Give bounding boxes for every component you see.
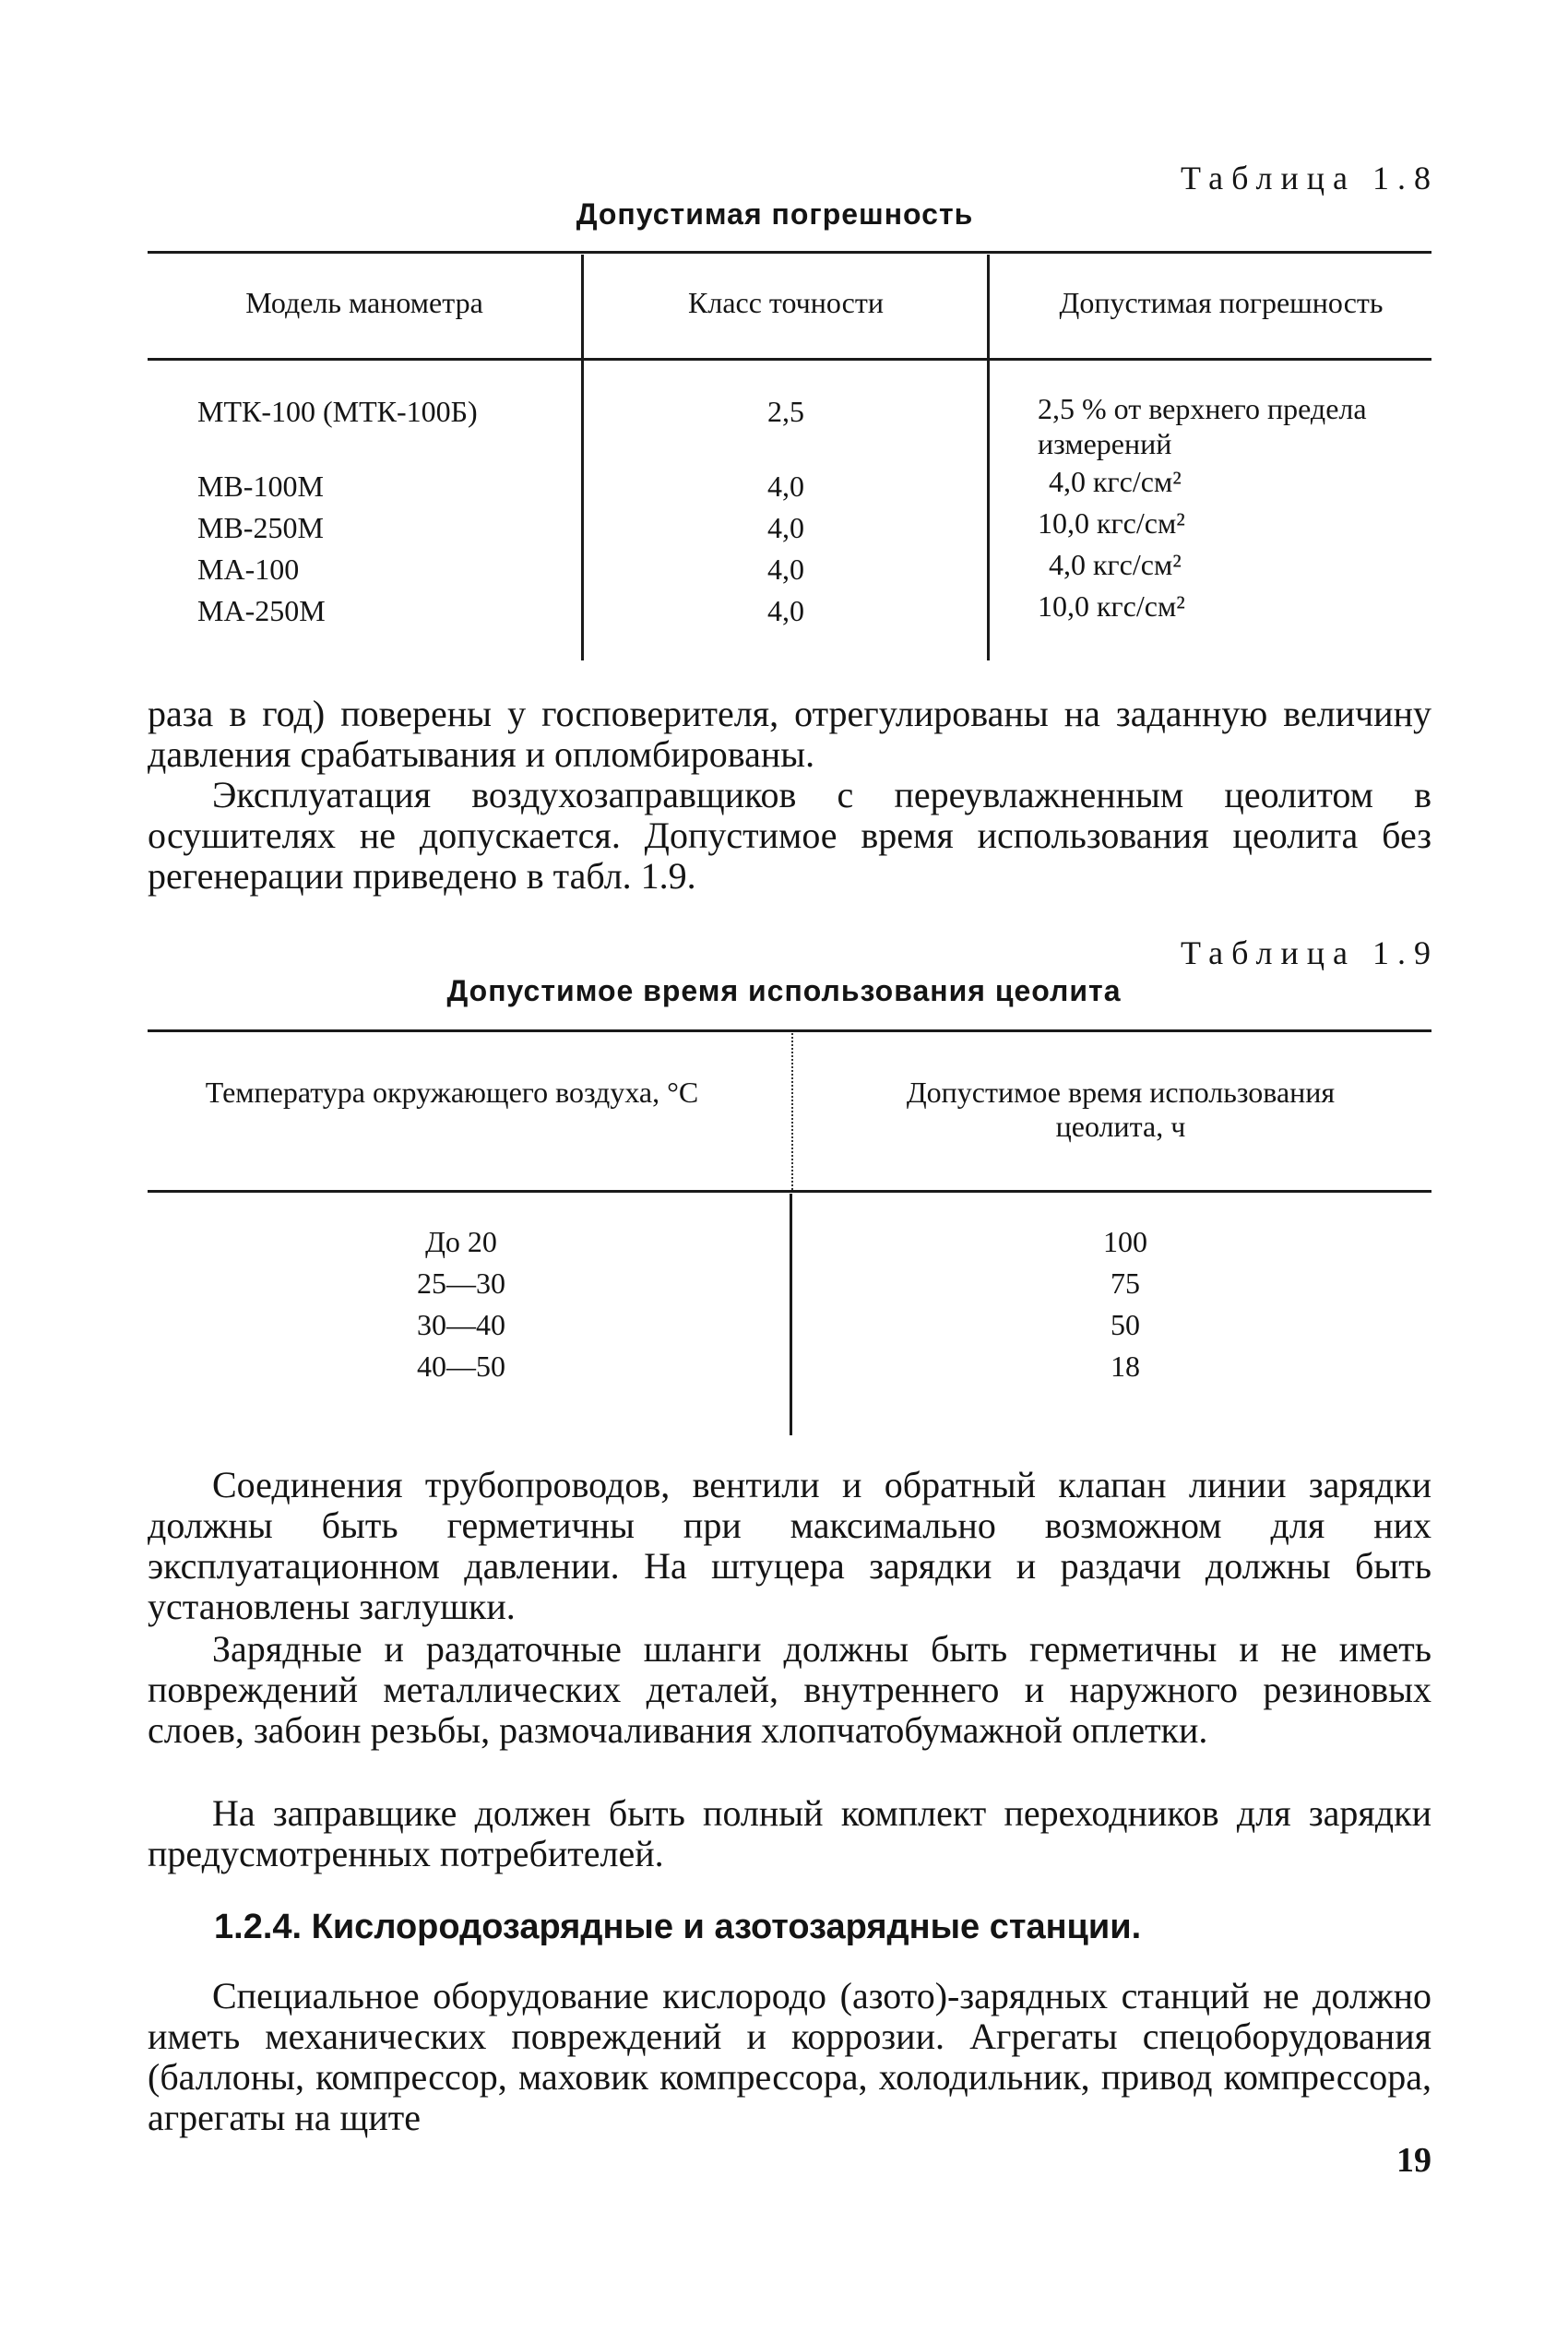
table-cell: 2,5 bbox=[767, 395, 804, 428]
table-1-9-header-rule bbox=[148, 1190, 1431, 1193]
table-1-8-col-divider-1 bbox=[581, 255, 584, 660]
table-1-8-header-class: Класс точности bbox=[688, 286, 884, 319]
table-1-8-col-class bbox=[585, 391, 987, 632]
table-1-9-header-temperature: Температура окружающего воздуха, °С bbox=[205, 1076, 699, 1109]
table-cell: 50 bbox=[1111, 1308, 1140, 1341]
table-cell: 4,0 кгс/см² bbox=[1049, 548, 1182, 581]
table-cell: 4,0 кгс/см² bbox=[1049, 465, 1182, 498]
paragraph-3 bbox=[148, 1465, 1431, 1627]
table-row: 40—50 bbox=[417, 1350, 505, 1383]
paragraph-2 bbox=[148, 775, 1431, 897]
table-1-9-top-rule bbox=[148, 1029, 1431, 1032]
table-1-8-label: Таблица 1.8 bbox=[1181, 160, 1439, 196]
table-1-9-header-time: Допустимое время использования цеолита, ч bbox=[906, 1076, 1336, 1143]
paragraph-1: раза в год) поверены у госповерителя, отрегулированы на заданную величину давления срабатывания и опломбированы. bbox=[148, 693, 1431, 775]
paragraph-6 bbox=[148, 1976, 1431, 2138]
table-cell: 10,0 кгс/см² bbox=[1038, 589, 1185, 623]
table-1-8-header-rule bbox=[148, 358, 1431, 361]
table-row: До 20 bbox=[425, 1225, 497, 1258]
table-cell: 4,0 bbox=[767, 511, 804, 544]
paragraph-3-text: Соединения трубопроводов, вентили и обратный клапан линии зарядки должны быть герметичны при максимально возможном для них эксплуатационном давлении. На штуцера зарядки и раздачи должны быть установлены заглушки. bbox=[148, 1464, 1431, 1627]
table-row: 30—40 bbox=[417, 1308, 505, 1341]
table-cell: 2,5 % от верхнего предела измерений bbox=[1038, 392, 1367, 460]
table-cell: 75 bbox=[1111, 1267, 1140, 1300]
paragraph-6-text: Специальное оборудование кислородо (азото)-зарядных станций не должно иметь механических повреждений и коррозии. Агрегаты спецоборудования (баллоны, компрессор, маховик компрессора, холодильник, привод компрессора, агрегаты на щите bbox=[148, 1975, 1431, 2138]
table-row: МА-250М bbox=[197, 594, 326, 627]
table-1-9-title: Допустимое время использования цеолита bbox=[446, 974, 1122, 1007]
table-1-9-header-divider bbox=[791, 1033, 793, 1190]
table-cell: 100 bbox=[1103, 1225, 1147, 1258]
paragraph-5-text: На заправщике должен быть полный комплект переходников для зарядки предусмотренных потребителей. bbox=[148, 1792, 1431, 1874]
section-heading: 1.2.4. Кислородозарядные и азотозарядные станции. bbox=[214, 1908, 1142, 1946]
table-cell: 10,0 кгс/см² bbox=[1038, 506, 1185, 540]
table-row: МВ-250М bbox=[197, 511, 324, 544]
paragraph-4 bbox=[148, 1629, 1431, 1751]
table-1-8-col-error bbox=[1038, 391, 1443, 627]
paragraph-4-text: Зарядные и раздаточные шланги должны быть герметичны и не иметь повреждений металлических деталей, внутреннего и наружного резиновых слоев, забоин резьбы, размочаливания хлопчатобумажной оплетки. bbox=[148, 1628, 1431, 1751]
table-1-9-col-time bbox=[1033, 1221, 1218, 1387]
table-row: 25—30 bbox=[417, 1267, 505, 1300]
paragraph-5 bbox=[148, 1793, 1431, 1874]
table-1-8-top-rule bbox=[148, 251, 1431, 254]
table-1-8-header-error: Допустимая погрешность bbox=[1059, 286, 1384, 319]
paragraph-2-text: Эксплуатация воздухозаправщиков с переувлажненным цеолитом в осушителях не допускается. Допустимое время использования цеолита без регенерации приведено в табл. 1.9. bbox=[148, 774, 1431, 897]
table-row: МТК-100 (МТК-100Б) bbox=[197, 395, 478, 428]
page-number: 19 bbox=[1396, 2141, 1431, 2180]
table-1-9-col-divider bbox=[790, 1194, 792, 1435]
table-1-9-col-temperature bbox=[350, 1221, 572, 1387]
table-cell: 4,0 bbox=[767, 470, 804, 503]
table-1-8-title: Допустимая погрешность bbox=[576, 197, 974, 231]
table-cell: 18 bbox=[1111, 1350, 1140, 1383]
table-1-8-col-divider-2 bbox=[987, 255, 990, 660]
table-row: МВ-100М bbox=[197, 470, 324, 503]
table-1-8-col-model bbox=[197, 391, 576, 632]
table-cell: 4,0 bbox=[767, 594, 804, 627]
table-row: МА-100 bbox=[197, 553, 300, 586]
table-1-9-label: Таблица 1.9 bbox=[1181, 934, 1439, 971]
table-cell: 4,0 bbox=[767, 553, 804, 586]
table-1-8-header-model: Модель манометра bbox=[245, 286, 483, 319]
